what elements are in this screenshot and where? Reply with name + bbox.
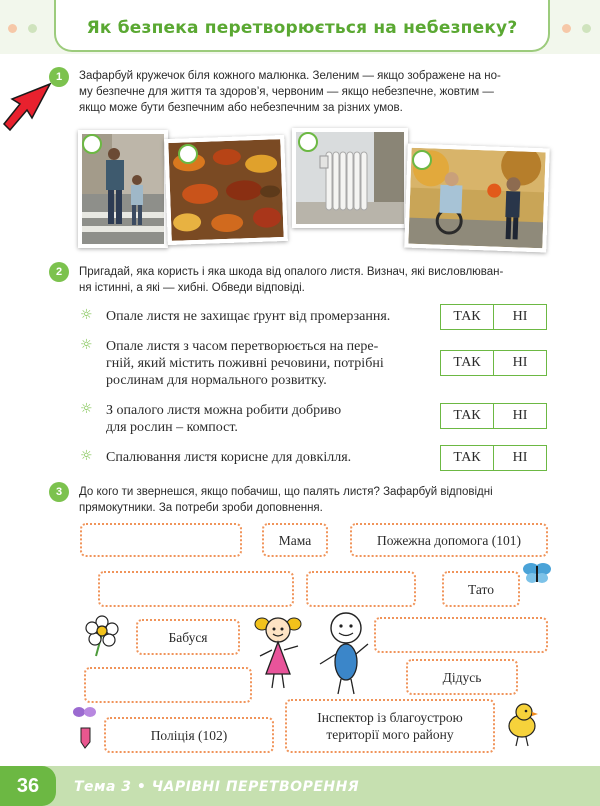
flower-icon	[84, 614, 124, 658]
photo1-color-circle[interactable]	[82, 134, 102, 154]
true-option-3[interactable]: ТАК	[441, 404, 494, 428]
girl-figure-icon	[252, 612, 304, 692]
task1-instructions: Зафарбуй кружечок біля кожного малюнка. Зеленим — якщо зображене на но- му безпечне для життя та здоров’я, червоним — якщо небезпечне, жовтим — якщо може бути безпечним або небезпечним за різних умов.	[79, 70, 501, 114]
answer-box-3	[440, 403, 547, 429]
statement-1: Опале листя не захищає ґрунт від промерзання.	[106, 309, 391, 324]
false-option-3[interactable]: НІ	[512, 408, 528, 423]
page-number: 36	[0, 766, 56, 806]
empty-contact-box[interactable]	[306, 571, 416, 607]
photo2-color-circle[interactable]	[178, 144, 198, 164]
true-option-4[interactable]: ТАК	[441, 446, 494, 470]
task2-instructions: Пригадай, яка користь і яка шкода від опалого листя. Визнач, які висловлюван- ня істинні, а які — хибні. Обведи відповіді.	[79, 266, 504, 294]
answer-box-4	[440, 445, 547, 471]
answer-box-1	[440, 304, 547, 330]
contact-box-police[interactable]: Поліція (102)	[104, 717, 274, 753]
statement-3: З опалого листя можна робити добриво для рослин – компост.	[106, 403, 342, 435]
empty-contact-box[interactable]	[374, 617, 548, 653]
contact-box-fire-service[interactable]: Пожежна допомога (101)	[350, 523, 548, 557]
sun-bullet-icon: ☼	[80, 401, 93, 417]
contact-box-tato[interactable]: Тато	[442, 571, 520, 607]
statement-4: Спалювання листя корисне для довкілля.	[106, 450, 352, 465]
page-title: Як безпека перетворюється на небезпеку?	[86, 18, 518, 38]
false-option-2[interactable]: НІ	[512, 355, 528, 370]
task-number-3: 3	[49, 482, 69, 502]
footer-topic: Тема 3 • ЧАРІВНІ ПЕРЕТВОРЕННЯ	[74, 779, 360, 795]
empty-contact-box[interactable]	[98, 571, 294, 607]
task-number-2: 2	[49, 262, 69, 282]
contact-box-babusya[interactable]: Бабуся	[136, 619, 240, 655]
false-option-1[interactable]: НІ	[512, 309, 528, 324]
task-number-1: 1	[49, 67, 69, 87]
photo4-color-circle[interactable]	[412, 150, 432, 170]
true-option-1[interactable]: ТАК	[441, 305, 494, 329]
pointer-arrow-icon	[2, 80, 56, 138]
answer-box-2	[440, 350, 547, 376]
sun-bullet-icon: ☼	[80, 307, 93, 323]
false-option-4[interactable]: НІ	[512, 450, 528, 465]
photo3-color-circle[interactable]	[298, 132, 318, 152]
empty-contact-box[interactable]	[80, 523, 242, 557]
butterfly-icon	[522, 560, 552, 586]
statement-2: Опале листя з часом перетворюється на пере- гній, який містить поживні речовини, потрібні рослинам для нормального розвитку.	[106, 339, 384, 388]
contact-box-mama[interactable]: Мама	[262, 523, 328, 557]
pencil-butterfly-icon	[72, 706, 98, 750]
sun-bullet-icon: ☼	[80, 337, 93, 353]
contact-box-inspector[interactable]: Інспектор із благоустрою території мого району	[285, 699, 495, 753]
chick-icon	[502, 700, 542, 750]
sun-bullet-icon: ☼	[80, 448, 93, 464]
true-option-2[interactable]: ТАК	[441, 351, 494, 375]
boy-figure-icon	[316, 608, 372, 698]
empty-contact-box[interactable]	[84, 667, 252, 703]
contact-box-didus[interactable]: Дідусь	[406, 659, 518, 695]
task3-instructions: До кого ти звернешся, якщо побачиш, що палять листя? Зафарбуй відповідні прямокутники. За потреби зроби доповнення.	[79, 486, 493, 514]
